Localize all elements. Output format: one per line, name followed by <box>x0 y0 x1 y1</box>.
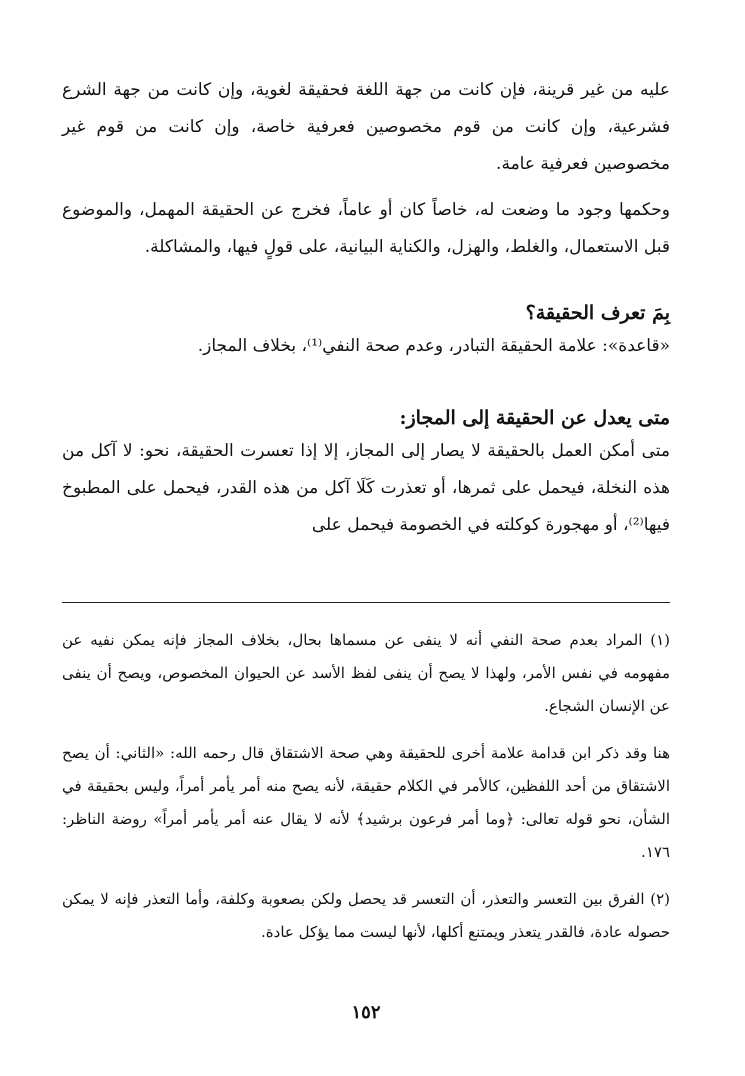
paragraph-when-metaphor: متى أمكن العمل بالحقيقة لا يصار إلى المجاز، إلا إذا تعسرت الحقيقة، نحو: لا آكل من هذه النخلة، فيحمل على ثمرها، أو تعذرت كَلَا آكل من هذه القدر، فيحمل على المطبوخ فيها⁽²⁾، أو مهجورة كوكلته في الخصومة فيحمل على <box>62 441 670 535</box>
footnote-2: (٢) الفرق بين التعسر والتعذر، أن التعسر قد يحصل ولكن بصعوبة وكلفة، وأما التعذر فإنه لا يمكن حصوله عادة، فالقدر يتعذر ويمتنع أكلها، لأنها ليست مما يؤكل عادة. <box>62 890 670 941</box>
heading-when-metaphor: متى يعدل عن الحقيقة إلى المجاز: <box>399 407 670 429</box>
page <box>62 72 670 1062</box>
paragraph-definition-types: عليه من غير قرينة، فإن كانت من جهة اللغة فحقيقة لغوية، وإن كانت من جهة الشرع فشرعية، وإن كانت من قوم مخصوصين فعرفية خاصة، وإن كانت من قوم غير مخصوصين فعرفية عامة. <box>62 80 670 174</box>
footnote-divider <box>62 602 670 603</box>
page-number: ١٥٢ <box>351 1002 381 1023</box>
footnotes <box>62 624 670 949</box>
paragraph-ruling: وحكمها وجود ما وضعت له، خاصاً كان أو عاماً، فخرج عن الحقيقة المهمل، والموضوع قبل الاستعمال، والغلط، والهزل، والكناية البيانية، على قولٍ فيها، والمشاكلة. <box>62 200 670 257</box>
heading-how-identified: بِمَ تعرف الحقيقة؟ <box>525 302 670 324</box>
paragraph-rule: «قاعدة»: علامة الحقيقة التبادر، وعدم صحة النفي⁽¹⁾، بخلاف المجاز. <box>197 336 670 356</box>
footnote-1: (١) المراد بعدم صحة النفي أنه لا ينفى عن مسماها بحال، بخلاف المجاز فإنه يمكن نفيه عن مفهومه في نفس الأمر، ولهذا لا يصح أن ينفى لفظ الأسد عن الحيوان المخصوص، ويصح أن ينفى عن الإنسان الشجاع. <box>62 631 670 715</box>
footnote-1-continued: هنا وقد ذكر ابن قدامة علامة أخرى للحقيقة وهي صحة الاشتقاق قال رحمه الله: «الثاني: أن يصح الاشتقاق من أحد اللفظين، كالأمر في الكلام حقيقة، لأنه يصح منه أمر يأمر أمراً، وليس بحقيقة في الشأن، نحو قوله تعالى: ﴿وما أمر فرعون برشيد﴾ لأنه لا يقال عنه أمر يأمر أمراً» روضة الناظر: ١٧٦. <box>62 744 670 861</box>
